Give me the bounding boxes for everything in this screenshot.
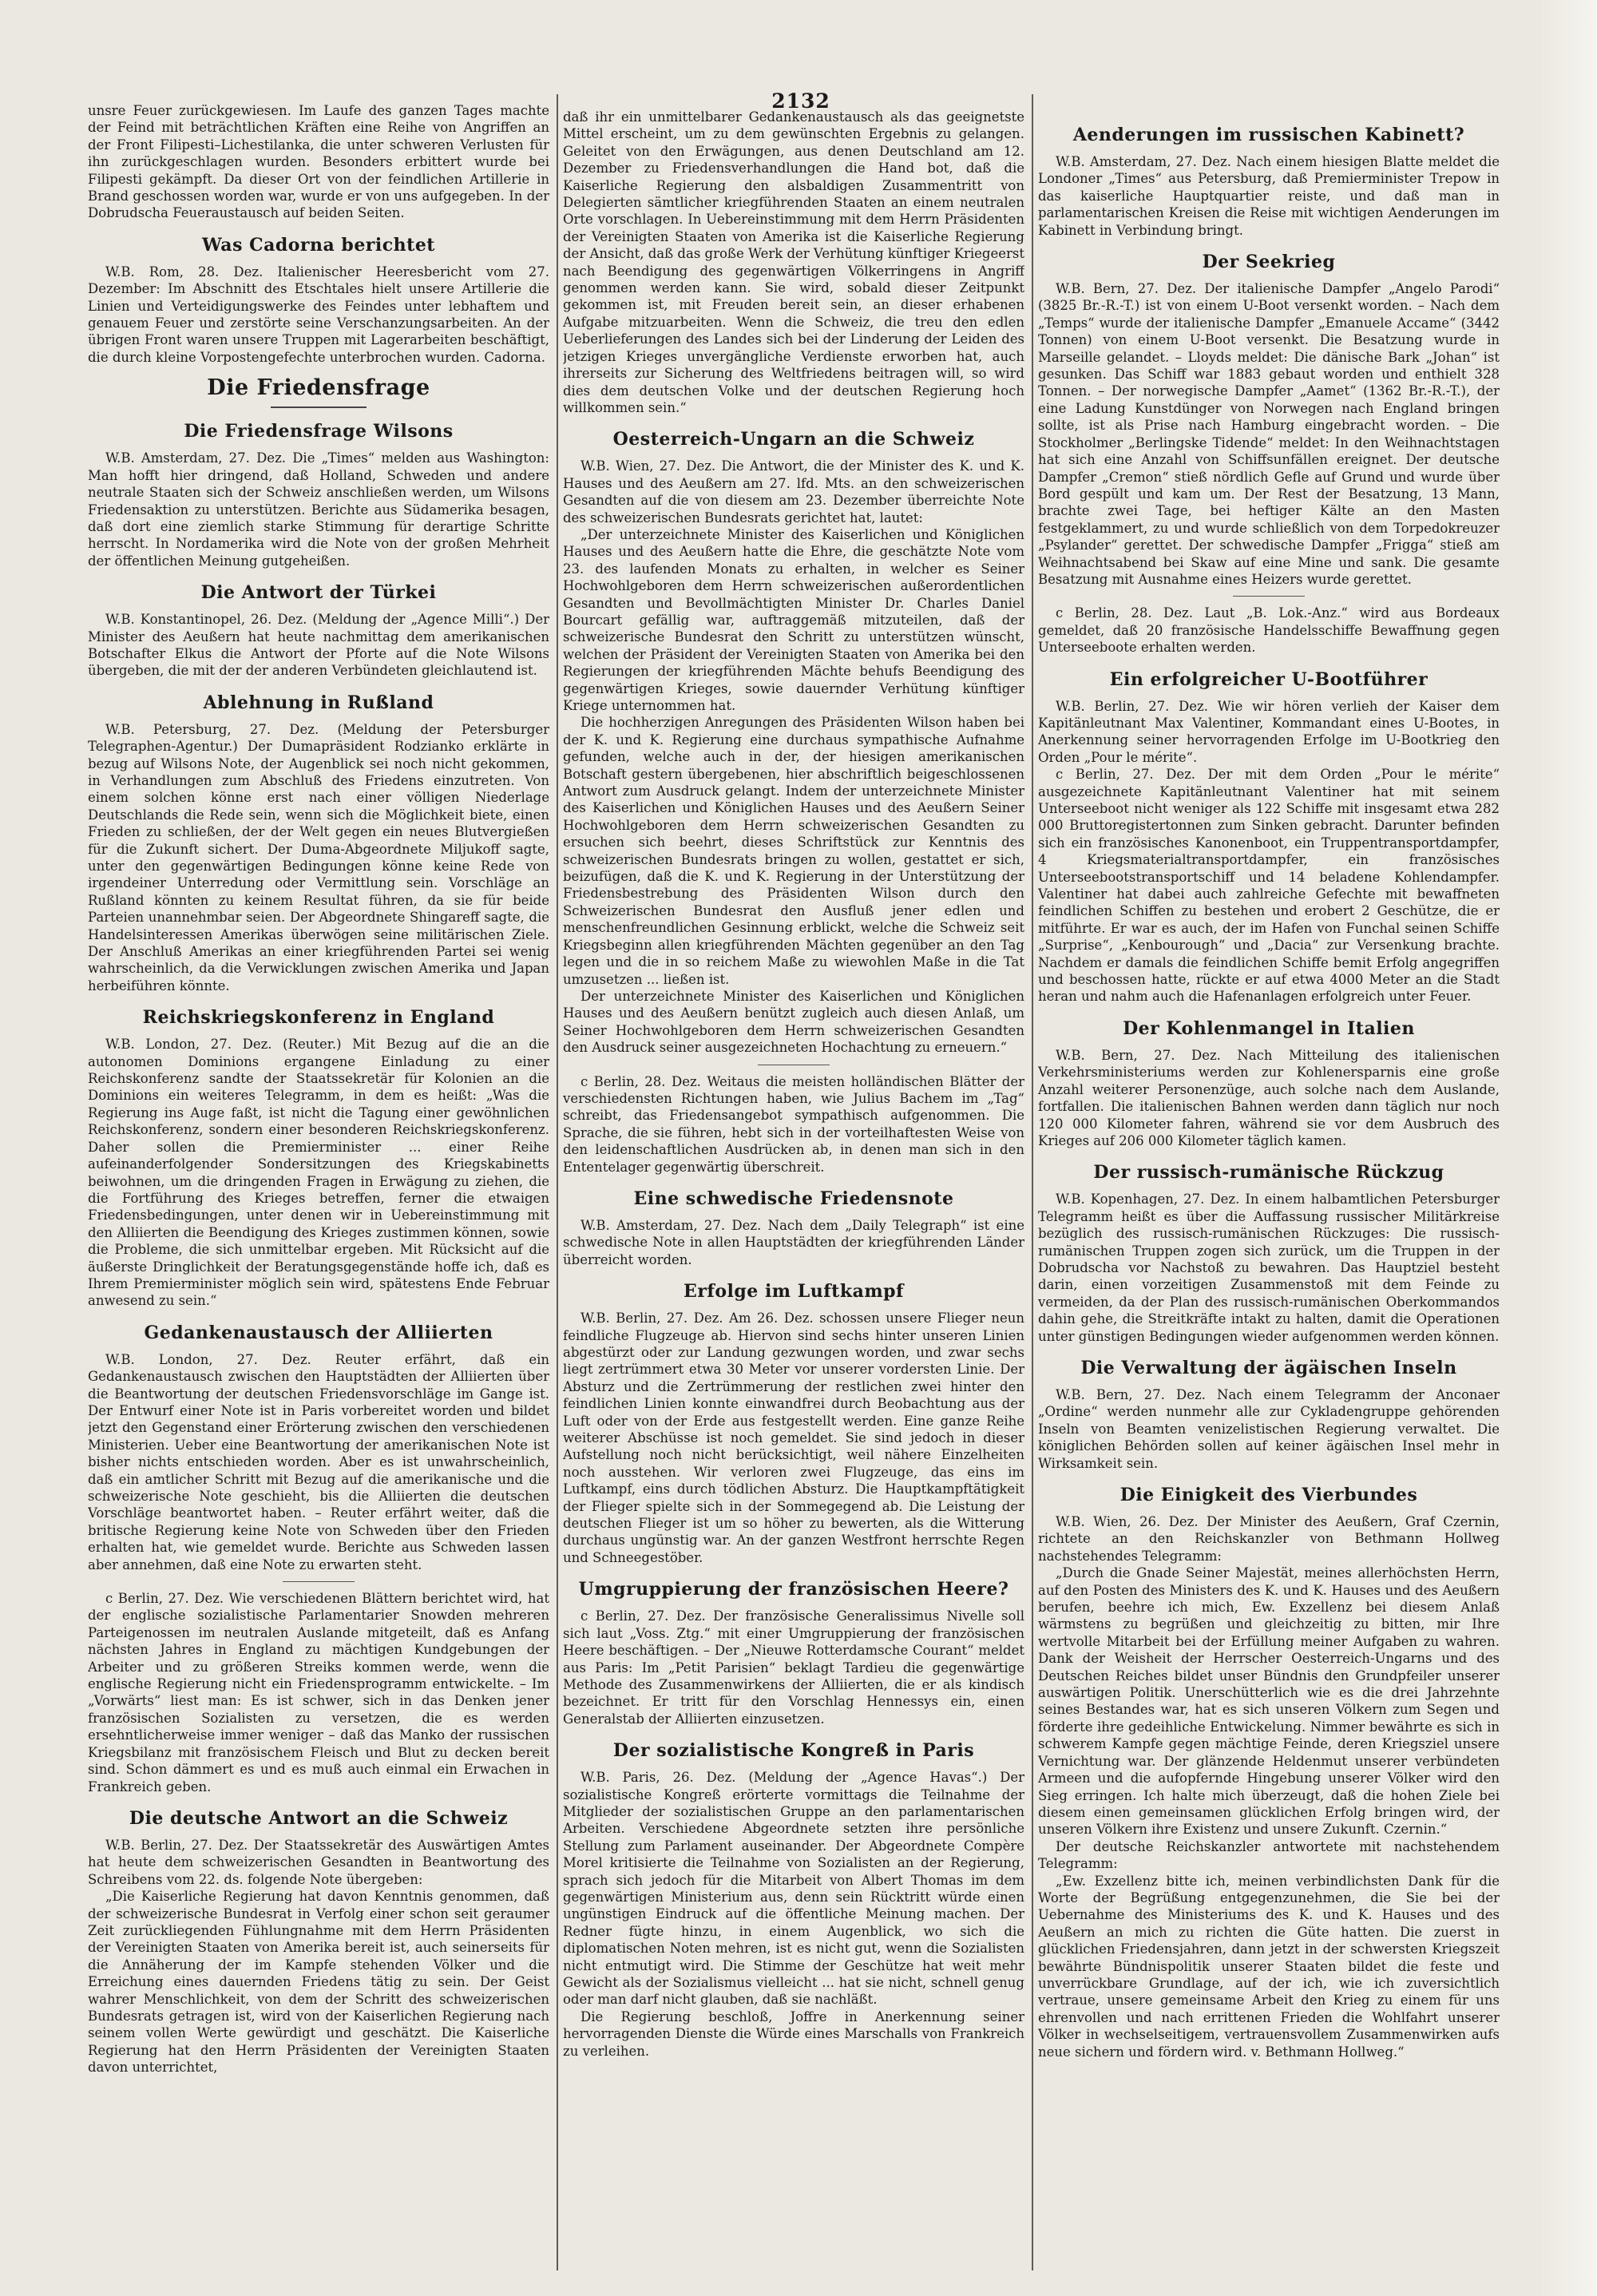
article-paragraph: W.B. London, 27. Dez. (Reuter.) Mit Bezug auf die an die autonomen Dominions ergangene Einladung zu einer Reichskonferenz sandte der Staatssekretär für Kolonien an die Dominions ein weiteres Telegramm, in dem es heißt: „Was die Regierung ins Auge faßt, ist nicht die Tagung einer gewöhnlichen Reichskonferenz, sondern einer besonderen Reichskriegskonferenz. Daher sollen die Premierminister ... einer Reihe aufeinanderfolgender Sondersitzungen des Kriegskabinetts beiwohnen, um die dringenden Fragen in Erwägung zu ziehen, die die Fortführung des Krieges betreffen, ferner die etwaigen Friedensbedingungen, unter denen wir in Uebereinstimmung mit den Alliierten die Beendigung des Krieges zustimmen können, sowie die Probleme, die sich unmittelbar ergeben. Mit Rücksicht auf die äußerste Dringlichkeit der Beratungsgegenstände hoffe ich, daß es Ihrem Premierminister möglich sein wird, spätestens Ende Februar anwesend zu sein.“ bbox=[88, 1037, 549, 1309]
column-2 bbox=[563, 109, 1024, 2277]
article-paragraph: c Berlin, 27. Dez. Wie verschiedenen Blättern berichtet wird, hat der englische sozialistische Parlamentarier Snowden mehreren Parteigenossen im neutralen Auslande mitgeteilt, daß es Anfang nächsten Jahres in England zu mächtigen Kundgebungen der Arbeiter und zu größeren Streiks kommen werde, wenn die englische Regierung nicht ein Friedensprogramm entwickelte. – Im „Vorwärts“ liest man: Es ist schwer, sich in das Denken jener französischen Sozialisten zu versetzen, die es werden ersehntlicherweise immer weniger – daß das Manko der russischen Kriegsbilanz mit französischem Fleisch und Blut zu decken bereit sind. Schon dämmert es und es muß auch einmal ein Erwachen in Frankreich geben. bbox=[88, 1591, 549, 1794]
page-number: 2132 bbox=[771, 89, 830, 113]
article-paragraph: „Die Kaiserliche Regierung hat davon Kenntnis genommen, daß der schweizerische Bundesrat in Verfolg einer schon seit geraumer Zeit zurückliegenden Fühlungnahme mit dem Herrn Präsidenten der Vereinigten Staaten von Amerika bereit ist, auch seinerseits für die Annäherung der im Kampfe stehenden Völker und die Erreichung eines dauernden Friedens tätig zu sein. Der Geist wahrer Menschlichkeit, von dem der Schritt des schweizerischen Bundesrats getragen ist, wird von der Kaiserlichen Regierung nach seinem vollen Werte gewürdigt und geschätzt. Die Kaiserliche Regierung hat den Herrn Präsidenten der Vereinigten Staaten davon unterrichtet, bbox=[88, 1889, 549, 2076]
article-paragraph: unsre Feuer zurückgewiesen. Im Laufe des ganzen Tages machte der Feind mit beträchtlichen Kräften eine Reihe von Angriffen an der Front Filipesti–Lichestilanka, die unter schweren Verlusten für ihn zurückgeschlagen wurden. Besonders erbittert wurde bei Filipesti gekämpft. Da dieser Ort von der feindlichen Artillerie in Brand geschossen worden war, wurde er von uns aufgegeben. In der Dobrudscha Feueraustausch auf beiden Seiten. bbox=[88, 103, 549, 221]
article-paragraph: daß ihr ein unmittelbarer Gedankenaustausch als das geeignetste Mittel erscheint, um zu dem gewünschten Ergebnis zu gelangen. Geleitet von den Erwägungen, aus denen Deutschland am 12. Dezember zu Friedensverhandlungen die Hand bot, daß die Kaiserliche Regierung den alsbaldigen Zusammentritt von Delegierten sämtlicher kriegführenden Staaten an einem neutralen Orte vorschlagen. In Uebereinstimmung mit dem Herrn Präsidenten der Vereinigten Staaten von Amerika ist die Kaiserliche Regierung der Ansicht, daß das große Werk der Verhütung künftiger Kriegeerst nach Beendigung des gegenwärtigen Völkerringens in Angriff genommen werden kann. Sie wird, sobald dieser Zeitpunkt gekommen ist, mit Freuden bereit sein, an dieser erhabenen Aufgabe mitzuarbeiten. Wenn die Schweiz, die treu den edlen Ueberlieferungen des Landes sich bei der Linderung der Leiden des jetzigen Krieges unvergängliche Verdienste erworben hat, auch ihrerseits zur Sicherung des Weltfriedens beitragen will, so wird dies dem deutschen Volke und der deutschen Regierung hoch willkommen sein.“ bbox=[563, 109, 1024, 415]
article-paragraph: Die hochherzigen Anregungen des Präsidenten Wilson haben bei der K. und K. Regierung eine durchaus sympathische Aufnahme gefunden, welche auch in der, der hiesigen amerikanischen Botschaft gestern übergebenen, hier abschriftlich beigeschlossenen Antwort zum Ausdruck gelangt. Indem der unterzeichnete Minister des Kaiserlichen und Königlichen Hauses und des Aeußern Seiner Hochwohlgeboren dem Herrn schweizerischen Gesandten zu ersuchen sich beehrt, dieses Schriftstück zur Kenntnis des schweizerischen Bundesrats bringen zu wollen, gestattet er sich, beizufügen, daß die K. und K. Regierung in der Unterstützung der Friedensbestrebung des Präsidenten Wilson durch den Schweizerischen Bundesrat den Ausfluß jener edlen und menschenfreundlichen Gesinnung erblickt, welche die Schweiz seit Kriegsbeginn allen kriegführenden Mächten gegenüber an den Tag legen und die in so reichem Maße zu wiewohlen Maße in die Tat umzusetzen ... ließen ist. bbox=[563, 715, 1024, 987]
article-paragraph: c Berlin, 28. Dez. Laut „B. Lok.-Anz.“ wird aus Bordeaux gemeldet, daß 20 französische Handelsschiffe Bewaffnung gegen Unterseeboote erhalten werden. bbox=[1038, 605, 1500, 656]
article-paragraph: W.B. Amsterdam, 27. Dez. Nach einem hiesigen Blatte meldet die Londoner „Times“ aus Petersburg, daß Premierminister Trepow in das kaiserliche Hauptquartier reiste, und daß man in parlamentarischen Kreisen die Reise mit wichtigen Aenderungen im Kabinett in Verbindung bringt. bbox=[1038, 154, 1500, 238]
article-headline: Der sozialistische Kongreß in Paris bbox=[612, 1740, 975, 1762]
article-headline: Der russisch-rumänische Rückzug bbox=[1093, 1162, 1444, 1184]
column-rule-right bbox=[1032, 94, 1033, 2270]
section-heading: Die Friedensfrage bbox=[207, 375, 430, 401]
article-paragraph: „Durch die Gnade Seiner Majestät, meines allerhöchsten Herrn, auf den Posten des Ministers des K. und K. Hauses und des Aeußern berufen, beehre ich mich, Ew. Exzellenz bei diesem Anlaß wärmstens zu begrüßen und gleichzeitig zu bitten, mir Ihre wertvolle Mitarbeit bei der Erfüllung meiner Aufgaben zu wahren. Dank der Weisheit der Herrscher Oesterreich-Ungarns und des Deutschen Reiches bildet unser Bündnis den Grundpfeiler unserer auswärtigen Politik. Unerschütterlich wie es die drei Jahrzehnte seines Bestandes war, hat es sich unseren Völkern zum Segen und förderte ihre gedeihliche Entwickelung. Nimmer bewährte es sich in schwerem Kampfe gegen mächtige Feinde, deren Kriegsziel unsere Vernichtung war. Der glänzende Heldenmut unserer verbündeten Armeen und die aufopfernde Hingebung unserer Völker wird den Sieg erringen. Ich halte mich überzeugt, daß die hohen Ziele bei diesem einen gemeinsamen glücklichen Erfolg bringen wird, der unseren Völkern ihre Existenz und unsere Zukunft. Czernin.“ bbox=[1038, 1565, 1500, 1838]
article-paragraph: c Berlin, 27. Dez. Der französische Generalissimus Nivelle soll sich laut „Voss. Ztg.“ mit einer Umgruppierung der französischen Heere beschäftigen. – Der „Nieuwe Rotterdamsche Courant“ meldet aus Paris: Im „Petit Parisien“ beklagt Tardieu die gegenwärtige Methode des Zusammenwirkens der Alliierten, die er als kindisch bezeichnet. Er tritt für den Vorschlag Hennessys ein, einen Generalstab der Alliierten einzusetzen. bbox=[563, 1608, 1024, 1727]
article-paragraph: W.B. Konstantinopel, 26. Dez. (Meldung der „Agence Milli“.) Der Minister des Aeußern hat heute nachmittag dem amerikanischen Botschafter Elkus die Antwort der Pforte auf die Note Wilsons übergeben, die mit der der anderen Verbündeten gleichlautend ist. bbox=[88, 612, 549, 679]
article-headline: Oesterreich-Ungarn an die Schweiz bbox=[612, 429, 975, 450]
article-paragraph: W.B. Petersburg, 27. Dez. (Meldung der Petersburger Telegraphen-Agentur.) Der Dumapräsident Rodzianko erklärte in bezug auf Wilsons Note, der Augenblick sei noch nicht gekommen, in Verhandlungen zum Abschluß des Friedens einzutreten. Von einem solchen könne erst nach einer völligen Niederlage Deutschlands die Rede sein, wenn sich die Möglichkeit biete, einen Frieden zu schließen, der der Welt gegen ein neues Blutvergießen für die Zukunft sichert. Der Duma-Abgeordnete Miljukoff sagte, unter den gegenwärtigen Bedingungen könne keine Rede von irgendeiner Unterredung oder Vermittlung sein. Vorschläge an Rußland könnten zu keinem Resultat führen, da sie für beide Parteien unannehmbar seien. Der Abgeordnete Shingareff sagte, die Handelsinteressen Amerikas überwögen seine militärischen Ziele. Der Anschluß Amerikas an einer kriegführenden Partei sei wenig wahrscheinlich, da die Verwicklungen zwischen Amerika und Japan herbeiführen könnte. bbox=[88, 721, 549, 993]
article-headline: Aenderungen im russischen Kabinett? bbox=[1072, 125, 1465, 145]
article-headline: Der Seekrieg bbox=[1202, 252, 1336, 273]
article-headline: Ein erfolgreicher U-Bootführer bbox=[1109, 668, 1429, 690]
article-headline: Ablehnung in Rußland bbox=[203, 692, 434, 713]
article-headline: Die Einigkeit des Vierbundes bbox=[1119, 1485, 1418, 1505]
article-paragraph: „Ew. Exzellenz bitte ich, meinen verbindlichsten Dank für die Worte der Begrüßung entgegenzunehmen, die Sie bei der Uebernahme des Ministeriums des K. und K. Hauses und des Aeußern an mich zu richten die Güte hatten. Die zuerst in glücklichen Friedensjahren, dann jetzt in der schwersten Kriegszeit bewährte Bündnispolitik unserer Staaten bildet die feste und unverrückbare Grundlage, auf der ich, wie ich zuversichtlich vertraue, unsere gemeinsame Arbeit den Krieg zu einem für uns ehrenvollen und nach errittenen Frieden die Wohlfahrt unserer Völker in wechselseitigem, vertrauensvollem Zusammenwirken aufs neue sichern und fördern wird. v. Bethmann Hollweg.“ bbox=[1038, 1873, 1500, 2060]
article-headline: Erfolge im Luftkampf bbox=[684, 1281, 904, 1303]
column-1 bbox=[88, 102, 549, 2270]
article-paragraph: W.B. Berlin, 27. Dez. Wie wir hören verlieh der Kaiser dem Kapitänleutnant Max Valentiner, Kommandant eines U-Bootes, in Anerkennung seiner hervorragenden Erfolge im U-Bootkrieg den Orden „Pour le mérite“. bbox=[1038, 698, 1500, 765]
article-headline: Gedankenaustausch der Alliierten bbox=[144, 1322, 493, 1343]
page-margin bbox=[1541, 0, 1597, 2296]
article-paragraph: W.B. Bern, 27. Dez. Nach einem Telegramm der Anconaer „Ordine“ werden nunmehr alle zur Cykladengruppe gehörenden Inseln von Beamten venizelistischen Regierung verwaltet. Die königlichen Behörden sollen auf keiner ägäischen Insel mehr in Wirksamkeit sein. bbox=[1038, 1386, 1500, 1471]
article-paragraph: W.B. Amsterdam, 27. Dez. Die „Times“ melden aus Washington: Man hofft hier dringend, daß Holland, Schweden und andere neutrale Staaten sich der Schweiz anschließen werden, um Wilsons Friedensaktion zu unterstützen. Berichte aus Südamerika besagen, daß dort eine ziemlich starke Stimmung für derartige Schritte herrscht. In Nordamerika wird die Note von der großen Mehrheit der öffentlichen Meinung gutgeheißen. bbox=[88, 450, 549, 569]
column-rule-left bbox=[557, 94, 558, 2270]
article-headline: Was Cadorna berichtet bbox=[202, 234, 435, 256]
article-divider bbox=[1233, 596, 1305, 597]
article-headline: Reichskriegskonferenz in England bbox=[142, 1007, 495, 1029]
article-headline: Die deutsche Antwort an die Schweiz bbox=[129, 1807, 509, 1829]
article-paragraph: c Berlin, 28. Dez. Weitaus die meisten holländischen Blätter der verschiedensten Richtungen haben, wie Julius Bachem im „Tag“ schreibt, das Friedensangebot sympathisch aufgenommen. Die Sprache, die sie führen, hebt sich in der vorteilhaftesten Weise von den leidenschaftlichen Ausdrücken ab, in denen man sich in den Ententelager gegenwärtig überschreit. bbox=[563, 1073, 1024, 1175]
article-paragraph: W.B. Berlin, 27. Dez. Am 26. Dez. schossen unsere Flieger neun feindliche Flugzeuge ab. Hiervon sind sechs hinter unseren Linien abgestürzt oder zur Landung gezwungen worden, und zwar sechs liegt zertrümmert etwa 30 Meter vor unserer vordersten Linie. Der Absturz und die Zertrümmerung der restlichen zwei hinter den feindlichen Linien konnte einwandfrei durch Beobachtung aus der Luft oder von der Erde aus festgestellt werden. Eine ganze Reihe weiterer Abschüsse ist noch gemeldet. Sie sind jedoch in dieser Aufstellung noch nicht berücksichtigt, weil nähere Einzelheiten noch ausstehen. Wir verloren zwei Flugzeuge, das eins im Luftkampf, eins durch tödlichen Absturz. Die Hauptkampftätigkeit der Flieger spielte sich in der Sommegegend ab. Die Leistung der deutschen Flieger ist um so höher zu bewerten, als die Witterung durchaus ungünstig war. An der ganzen Westfront herrschte Regen und Schneegestöber. bbox=[563, 1311, 1024, 1565]
article-paragraph: W.B. Berlin, 27. Dez. Der Staatssekretär des Auswärtigen Amtes hat heute dem schweizerischen Gesandten in Beantwortung des Schreibens vom 22. ds. folgende Note übergeben: bbox=[88, 1837, 549, 1887]
section-rule bbox=[271, 406, 367, 408]
column-3 bbox=[1038, 112, 1500, 2280]
article-headline: Der Kohlenmangel in Italien bbox=[1123, 1017, 1415, 1039]
article-paragraph: W.B. Bern, 27. Dez. Nach Mitteilung des italienischen Verkehrsministeriums werden zur Kohlenersparnis eine große Anzahl weiterer Personenzüge, auch solche nach dem Auslande, fortfallen. Die italienischen Bahnen werden dann täglich nur noch 120 000 Kilometer fahren, während sie vor dem Ausbruch des Krieges auf 206 000 Kilometer täglich kamen. bbox=[1038, 1047, 1500, 1148]
article-divider bbox=[283, 1581, 355, 1582]
article-paragraph: W.B. London, 27. Dez. Reuter erfährt, daß ein Gedankenaustausch zwischen den Hauptstädten der Alliierten über die Beantwortung der deutschen Friedensvorschläge im Gange ist. Der Entwurf einer Note ist in Paris vorbereitet worden und bildet jetzt den Gegenstand einer Erörterung zwischen den verschiedenen Ministerien. Ueber eine Beantwortung der amerikanischen Note ist bisher nichts entschieden worden. Aber es ist unwahrscheinlich, daß ein amtlicher Schritt mit Bezug auf die amerikanische und die schweizerische Note geschieht, bis die Alliierten die deutschen Vorschläge beantwortet haben. – Reuter erfährt weiter, daß die britische Regierung keine Note von Schweden über den Frieden erhalten hat, wie gemeldet wurde. Berichte aus Schweden lassen aber annehmen, daß eine Note zu erwarten steht. bbox=[88, 1351, 549, 1572]
article-paragraph: W.B. Wien, 27. Dez. Die Antwort, die der Minister des K. und K. Hauses und des Aeußern am 27. lfd. Mts. an den schweizerischen Gesandten auf die von diesem am 23. Dezember überreichte Note des schweizerischen Bundesrats gerichtet hat, lautet: bbox=[563, 458, 1024, 525]
article-headline: Eine schwedische Friedensnote bbox=[633, 1188, 954, 1209]
article-headline: Umgruppierung der französischen Heere? bbox=[578, 1579, 1009, 1600]
article-paragraph: c Berlin, 27. Dez. Der mit dem Orden „Pour le mérite“ ausgezeichnete Kapitänleutnant Valentiner hat mit seinem Unterseeboot nicht weniger als 122 Schiffe mit insgesamt etwa 282 000 Bruttoregistertonnen zum Sinken gebracht. Darunter befinden sich ein französisches Kanonenboot, ein Truppentransportdampfer, 4 Kriegsmaterialtransportdampfer, ein französisches Unterseebootstransportschiff und 14 beladene Kohlendampfer. Valentiner hat dabei auch zahlreiche Gefechte mit bewaffneten feindlichen Schiffen zu bestehen und erobert 2 Geschütze, die er mitführte. Er war es auch, der im Hafen von Funchal seinen Schiffe „Surprise“, „Kenbourough“ und „Dacia“ zur Versenkung brachte. Nachdem er damals die feindlichen Schiffe bemit Erfolg angegriffen und beschossen hatte, rückte er auf etwa 4000 Meter an die Stadt heran und nahm auch die Hafenanlagen erfolgreich unter Feuer. bbox=[1038, 767, 1500, 1005]
article-paragraph: Die Regierung beschloß, Joffre in Anerkennung seiner hervorragenden Dienste die Würde eines Marschalls von Frankreich zu verleihen. bbox=[563, 2009, 1024, 2059]
article-paragraph: W.B. Amsterdam, 27. Dez. Nach dem „Daily Telegraph“ ist eine schwedische Note in allen Hauptstädten der kriegführenden Länder überreicht worden. bbox=[563, 1217, 1024, 1267]
article-paragraph: W.B. Paris, 26. Dez. (Meldung der „Agence Havas“.) Der sozialistische Kongreß erörterte vormittags die Teilnahme der Mitglieder der sozialistischen Gruppe an den parlamentarischen Arbeiten. Verschiedene Abgeordnete setzten ihre persönliche Stellung zum Parlament auseinander. Der Abgeordnete Compère Morel kritisierte die Teilnahme von Sozialisten an der Regierung, sprach sich jedoch für die Mitarbeit von Albert Thomas im dem gegenwärtigen Ministerium aus, denn sein Rücktritt würde einen ungünstigen Eindruck auf die öffentliche Meinung machen. Der Redner fügte hinzu, in einem Augenblick, wo sich die diplomatischen Noten mehren, ist es nicht gut, wenn die Sozialisten nicht entmutigt wird. Die Stimme der Geschütze hat weit mehr Gewicht als der Sozialismus vielleicht ... hat sie nicht, schnell genug oder man darf nicht glauben, daß sie nachläßt. bbox=[563, 1770, 1024, 2008]
article-paragraph: W.B. Bern, 27. Dez. Der italienische Dampfer „Angelo Parodi“ (3825 Br.-R.-T.) ist von einem U-Boot versenkt worden. – Nach dem „Temps“ wurde der italienische Dampfer „Emanuele Accame“ (3442 Tonnen) von einem U-Boot versenkt. Die Besatzung wurde in Marseille gelandet. – Lloyds meldet: Die dänische Bark „Johan“ ist gesunken. Das Schiff war 1883 gebaut worden und enthielt 328 Tonnen. – Der norwegische Dampfer „Aamet“ (1362 Br.-R.-T.), der eine Ladung Kunstdünger von Norwegen nach England bringen sollte, ist als Prise nach Hamburg eingebracht worden. – Die Stockholmer „Berlingske Tidende“ meldet: In den Weihnachtstagen hat sich eine Anzahl von Schiffsunfällen ereignet. Der deutsche Dampfer „Cremon“ stieß nördlich Gefle auf Grund und wurde über Bord gespült und kam um. Der Rest der Besatzung, 13 Mann, brachte zwei Tage, bei heftiger Kälte an den Masten festgeklammert, zu und wurde schließlich von dem Torpedokreuzer „Psylander“ gerettet. Der schwedische Dampfer „Frigga“ stieß am Weihnachtsabend bei Skaw auf eine Mine und sank. Die gesamte Besatzung mit Ausnahme eines Heizers wurde gerettet. bbox=[1038, 281, 1500, 587]
article-paragraph: „Der unterzeichnete Minister des Kaiserlichen und Königlichen Hauses und des Aeußern hatte die Ehre, die geschätzte Note vom 23. des laufenden Monats zu erhalten, in welcher es Seiner Hochwohlgeboren dem Herrn schweizerischen außerordentlichen Gesandten und Bevollmächtigten Minister Dr. Charles Daniel Bourcart gefällig war, auftraggemäß mitzuteilen, daß der schweizerische Bundesrat den Schritt zu unterstützen wünscht, welchen der Präsident der Vereinigten Staaten von Amerika bei den Regierungen der kriegführenden Mächte behufs Beendigung des gegenwärtigen Krieges, sowie dauernder Verhütung künftiger Kriege unternommen hat. bbox=[563, 526, 1024, 713]
article-paragraph: Der unterzeichnete Minister des Kaiserlichen und Königlichen Hauses und des Aeußern benützt zugleich auch diesen Anlaß, um Seiner Hochwohlgeboren dem Herrn schweizerischen Gesandten den Ausdruck seiner ausgezeichneten Hochachtung zu erneuern.“ bbox=[563, 988, 1024, 1056]
article-paragraph: W.B. Wien, 26. Dez. Der Minister des Aeußern, Graf Czernin, richtete an den Reichskanzler von Bethmann Hollweg nachstehendes Telegramm: bbox=[1038, 1514, 1500, 1564]
article-paragraph: W.B. Kopenhagen, 27. Dez. In einem halbamtlichen Petersburger Telegramm heißt es über die Auffassung russischer Militärkreise bezüglich des russisch-rumänischen Rückzuges: Die russisch-rumänischen Truppen zogen sich zurück, um die Truppen in der Dobrudscha vor Nachstoß zu bewahren. Das Hauptziel besteht darin, einen vorzeitigen Zusammenstoß mit dem Feinde zu vermeiden, da der Plan des russisch-rumänischen Oberkommandos dahin gehe, die Streitkräfte intakt zu halten, damit die Operationen unter günstigen Bedingungen wieder aufgenommen werden können. bbox=[1038, 1192, 1500, 1344]
article-headline: Die Antwort der Türkei bbox=[200, 582, 437, 604]
article-paragraph: W.B. Rom, 28. Dez. Italienischer Heeresbericht vom 27. Dezember: Im Abschnitt des Etschtales hielt unsere Artillerie die Linien und Verteidigungswerke des Feindes unter lebhaftem und genauem Feuer und zerstörte seine Verschanzungsarbeiten. An der übrigen Front waren unsere Truppen mit Lagerarbeiten beschäftigt, die durch kleine Vorpostengefechte unterbrochen wurden. Cadorna. bbox=[88, 264, 549, 365]
article-headline: Die Verwaltung der ägäischen Inseln bbox=[1080, 1357, 1457, 1378]
article-headline: Die Friedensfrage Wilsons bbox=[184, 421, 454, 442]
article-paragraph: Der deutsche Reichskanzler antwortete mit nachstehendem Telegramm: bbox=[1038, 1838, 1500, 1872]
